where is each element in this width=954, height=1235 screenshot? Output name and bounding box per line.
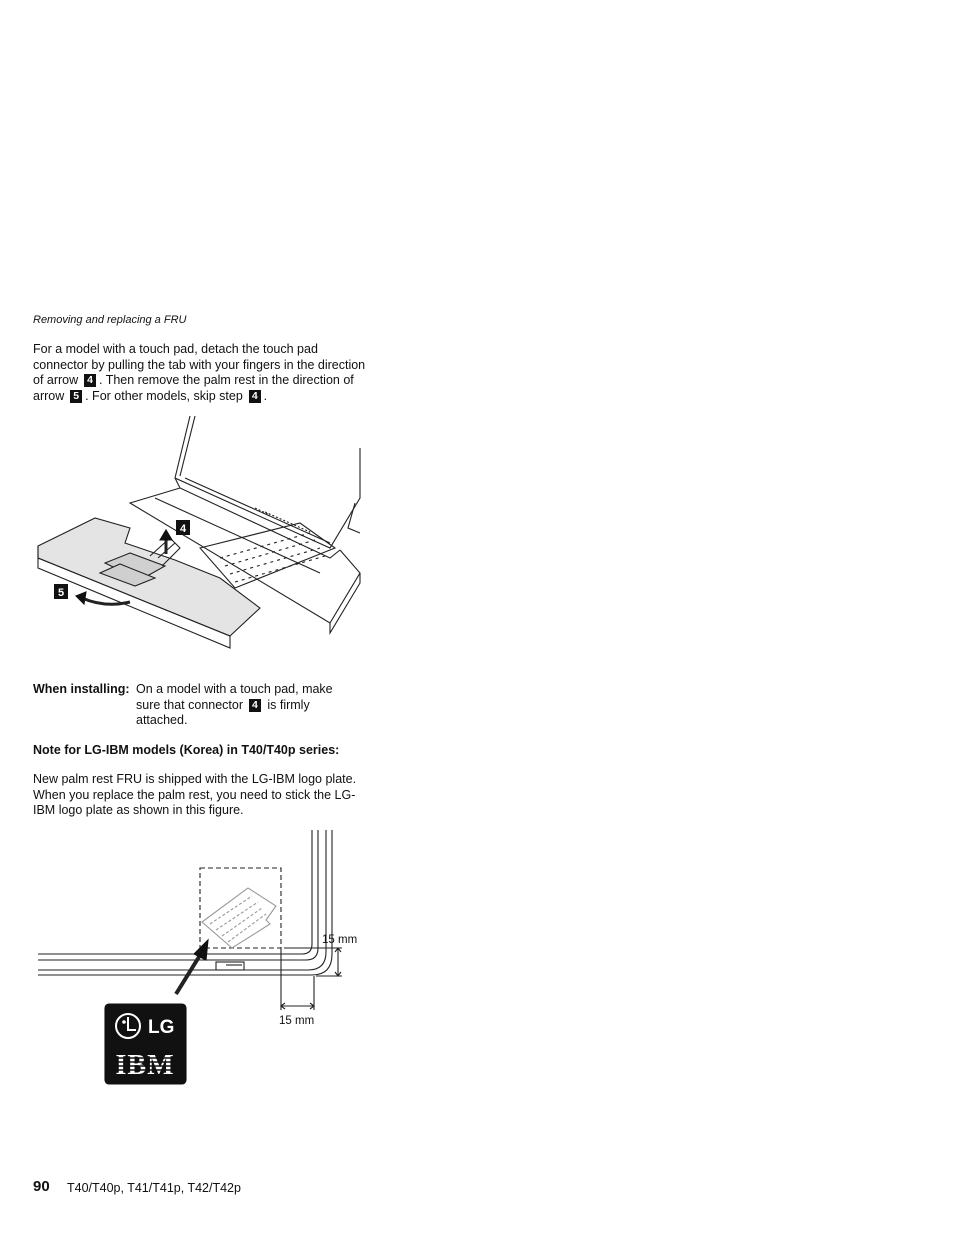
intro-paragraph xyxy=(33,342,368,404)
callout-5: 5 xyxy=(70,390,82,403)
page-number: 90 xyxy=(33,1178,50,1195)
arrow-4-icon xyxy=(160,530,172,554)
logo-lg-text: LG xyxy=(148,1017,175,1038)
intro-text-3: . For other models, skip step xyxy=(85,388,243,403)
palm-rest-removal-figure xyxy=(30,408,365,666)
placement-plate-outline xyxy=(202,888,276,948)
dimension-horizontal-label: 15 mm xyxy=(279,1015,315,1027)
note-title: Note for LG-IBM models (Korea) in T40/T40p series: xyxy=(33,743,340,757)
figure-callout-5: 5 xyxy=(57,587,65,599)
when-installing-text xyxy=(136,682,351,729)
when-installing-label: When installing: xyxy=(33,682,130,696)
callout-4: 4 xyxy=(84,374,96,387)
intro-text-1: For a model with a touch pad, detach the touch pad connector by pulling the tab with your fingers in the direction of arrow xyxy=(33,342,366,388)
running-head: Removing and replacing a FRU xyxy=(33,314,187,326)
lg-ibm-logo-plate xyxy=(105,1004,186,1084)
intro-text-2: . Then remove the palm rest in the direction of arrow xyxy=(33,373,354,403)
logo-ibm-text: IBM xyxy=(115,1050,175,1081)
logo-plate-placement-figure xyxy=(30,826,370,1088)
installing-text-2: is firmly attached. xyxy=(136,697,310,728)
placement-box xyxy=(200,868,281,948)
intro-text-4: . xyxy=(263,388,268,403)
palm-rest xyxy=(38,518,260,648)
dimension-vertical-label: 15 mm xyxy=(322,934,358,946)
footer-title: T40/T40p, T41/T41p, T42/T42p xyxy=(67,1181,241,1195)
dimension-vertical xyxy=(284,948,342,976)
figure-callout-4: 4 xyxy=(179,523,187,535)
dimension-horizontal xyxy=(281,948,314,1010)
display-lid xyxy=(175,416,360,548)
note-body: New palm rest FRU is shipped with the LG-IBM logo plate. When you replace the palm rest, you need to stick the LG-IBM logo plate as shown in this figure. xyxy=(33,772,357,818)
callout-4-repeat: 4 xyxy=(249,390,261,403)
arrow-5-icon xyxy=(76,592,130,604)
palm-rest-edge xyxy=(38,830,332,975)
installing-text-1: On a model with a touch pad, make sure that connector xyxy=(136,682,333,712)
latch-slot xyxy=(216,962,244,970)
placement-arrow-icon xyxy=(176,940,208,994)
installing-callout-4: 4 xyxy=(249,699,261,712)
